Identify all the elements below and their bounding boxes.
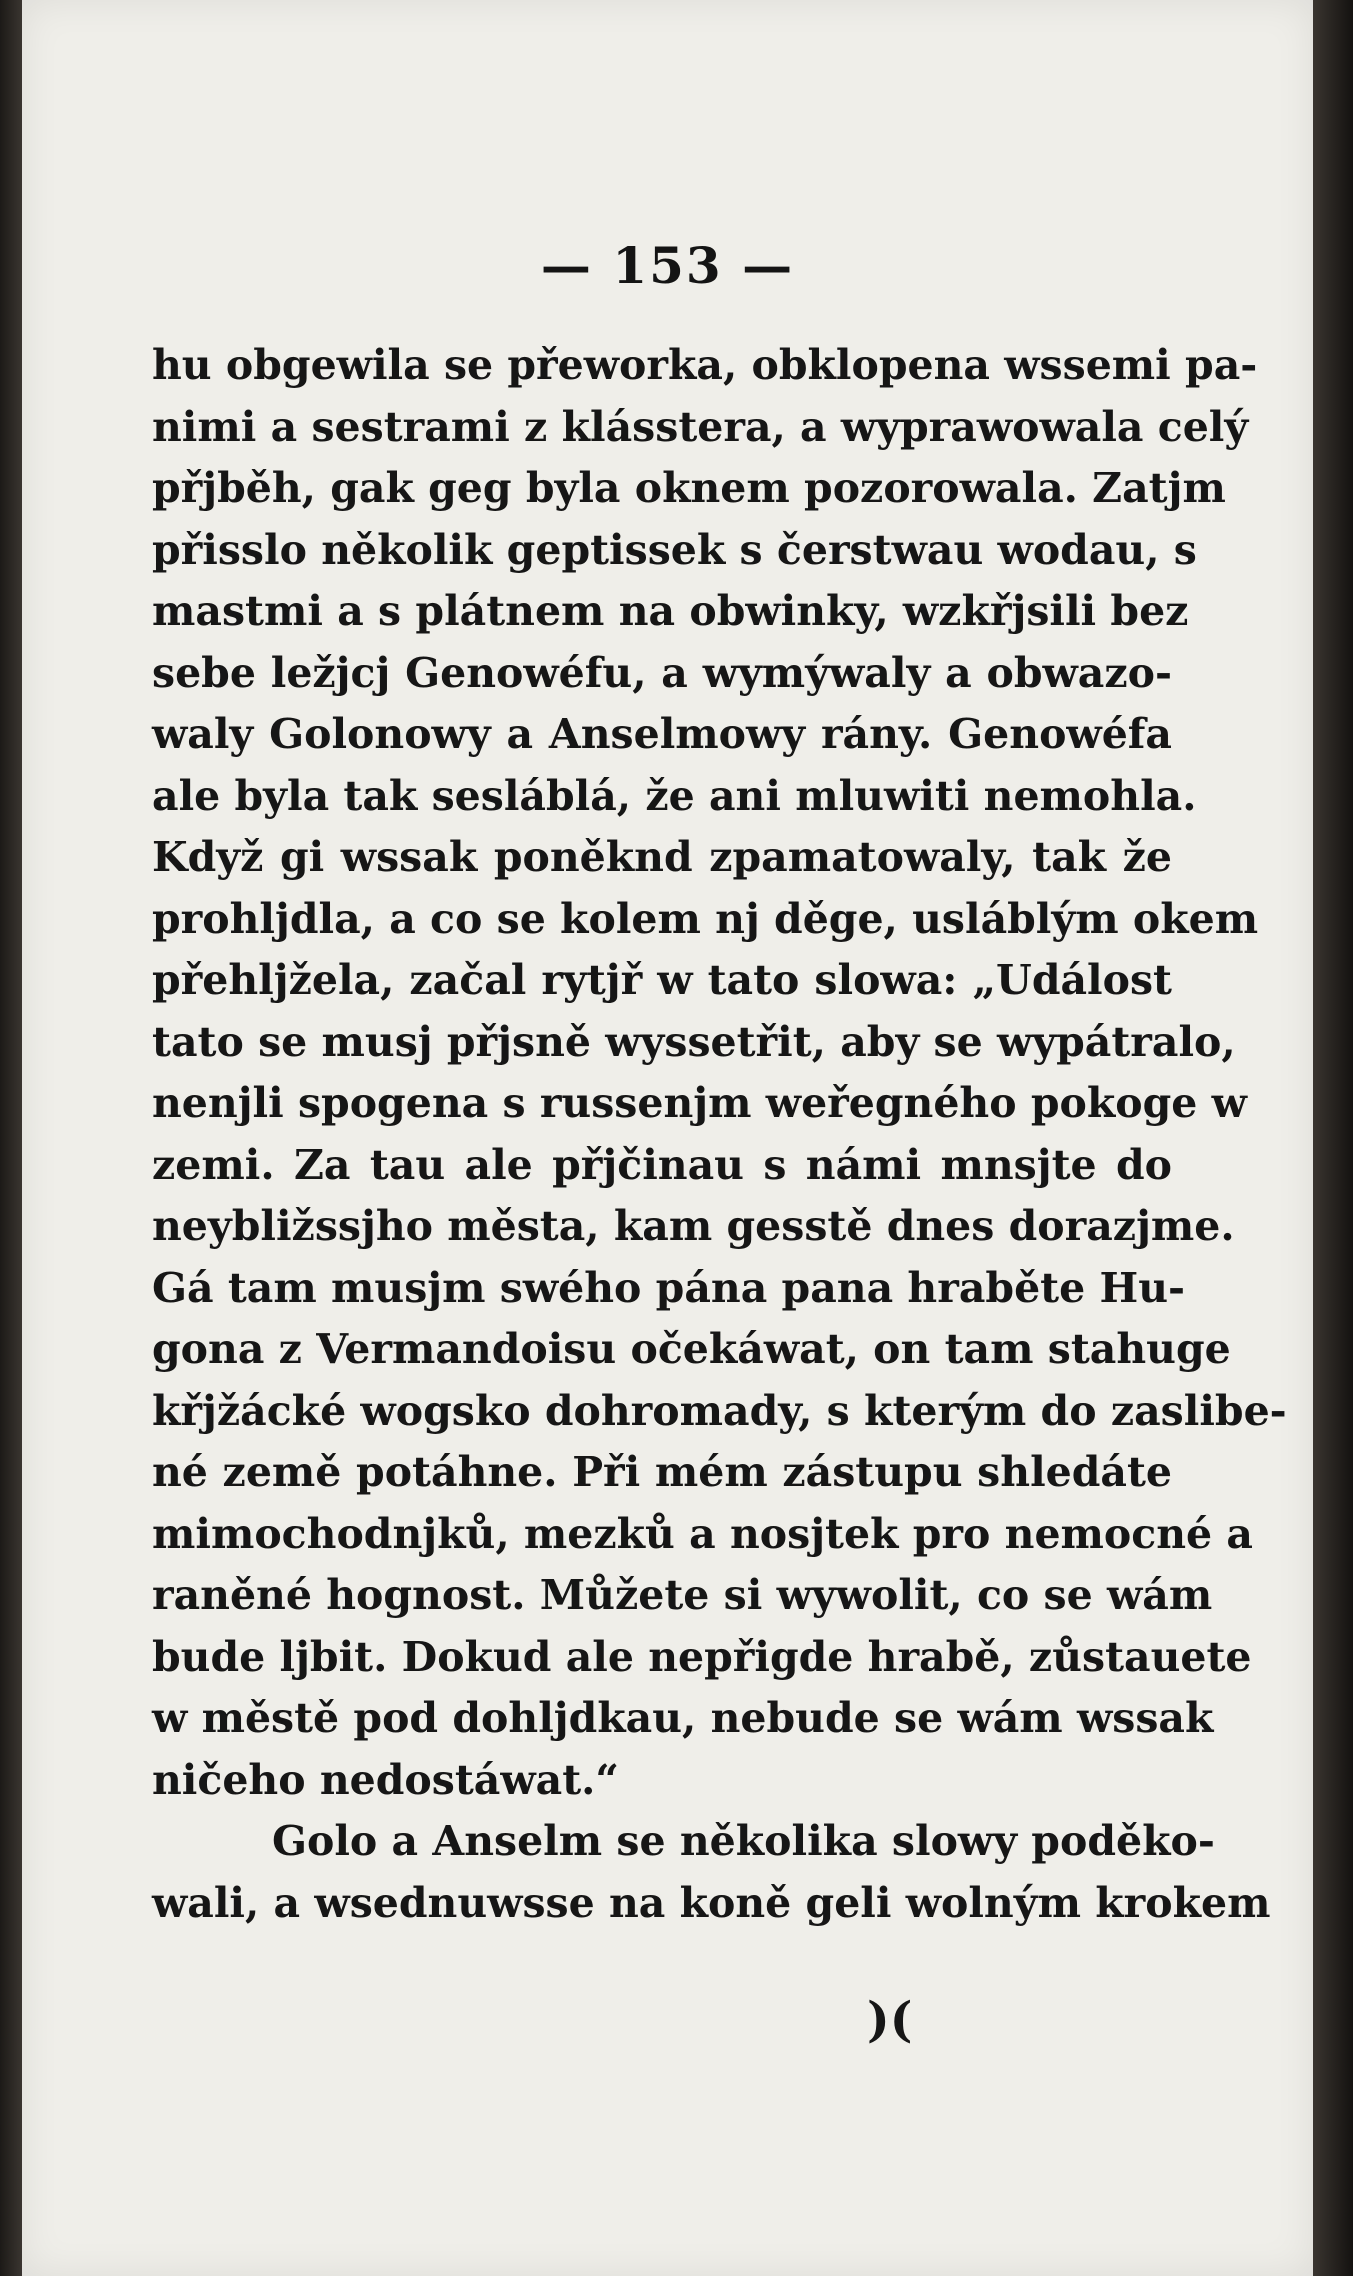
text-line: Gá tam musjm swého pána pana hraběte Hu- [152,1263,1186,1312]
text-line: ale byla tak sesláblá, že ani mluwiti nemohla. [152,771,1197,820]
text-line: waly Golonowy a Anselmowy rány. Genowéfa [152,710,1172,758]
text-line: gona z Vermandoisu očekáwat, on tam stahuge [152,1325,1231,1373]
page-number: — 153 — [540,236,795,295]
text-line: přehljžela, začal rytjř w tato slowa: „Událost [152,956,1172,1004]
signature-mark: )( [867,1992,913,2048]
text-line: w městě pod dohljdkau, nebude se wám wssak [152,1694,1214,1742]
text-line: nenjli spogena s russenjm weřegného pokoge w [152,1079,1247,1127]
text-line: tato se musj přjsně wyssetřit, aby se wypátralo, [152,1017,1236,1066]
text-line: mastmi a s plátnem na obwinky, wzkřjsili bez [152,587,1189,635]
text-line: sebe ležjcj Genowéfu, a wymýwaly a obwazo- [152,648,1172,697]
binding-edge [0,0,22,2276]
text-line: prohljdla, a co se kolem nj děge, usláblým okem [152,894,1259,943]
text-line: přjběh, gak geg byla oknem pozorowala. Zatjm [152,464,1226,512]
text-line: nimi a sestrami z klásstera, a wyprawowala celý [152,402,1249,451]
text-line: wali, a wsednuwsse na koně geli wolným krokem [152,1878,1271,1927]
text-line: Když gi wssak poněknd zpamatowaly, tak že [152,833,1172,881]
body-text [152,335,1287,1934]
text-line: neybližssjho města, kam gesstě dnes dorazjme. [152,1202,1235,1250]
text-line: zemi. Za tau ale přjčinau s námi mnsjte do [152,1140,1172,1189]
text-line: hu obgewila se přeworka, obklopena wssemi pa- [152,341,1258,389]
text-line: bude ljbit. Dokud ale nepřigde hrabě, zůstauete [152,1632,1252,1681]
right-edge [1313,0,1353,2276]
book-page [22,0,1313,2276]
text-line: mimochodnjků, mezků a nosjtek pro nemocné a [152,1509,1253,1558]
text-line: křjžácké wogsko dohromady, s kterým do zaslibe- [152,1386,1287,1435]
text-line: přisslo několik geptissek s čerstwau wodau, s [152,525,1197,574]
text-line: ničeho nedostáwat.“ [152,1755,620,1804]
text-line: raněné hognost. Můžete si wywolit, co se wám [152,1571,1213,1619]
text-line: né země potáhne. Při mém zástupu shledáte [152,1448,1172,1496]
text-line: Golo a Anselm se několika slowy poděko- [272,1817,1215,1865]
